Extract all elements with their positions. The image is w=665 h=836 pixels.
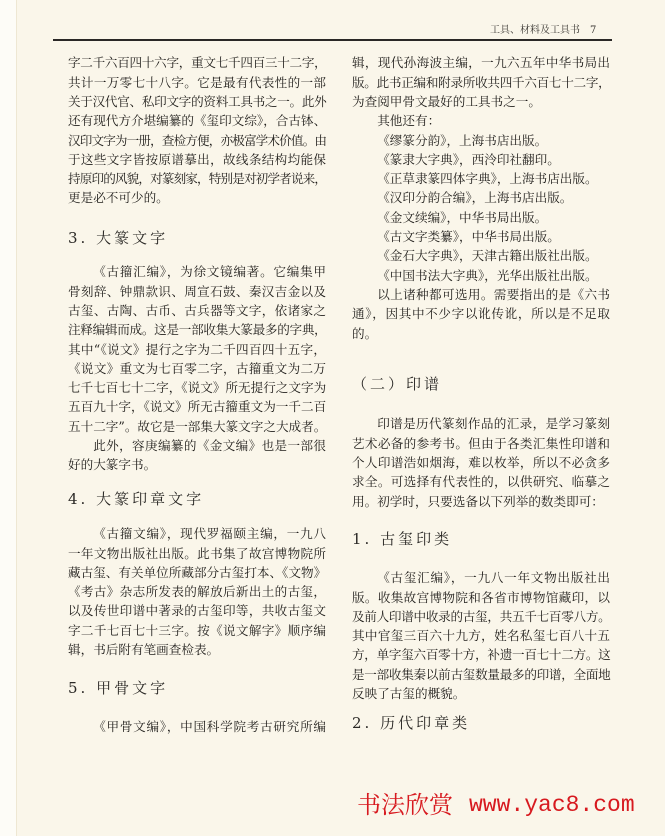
text-line: 方，单字玺六百零十方，补遗一百七十二方。这 — [352, 647, 611, 663]
text-line: 于这些文字皆按原谱摹出，故线条结构均能保 — [68, 151, 326, 167]
text-line: 辑，现代孙海波主编，一九六五年中华书局出 — [352, 55, 610, 71]
running-title: 工具、材料及工具书 — [490, 25, 580, 36]
paragraph-guxi-huibian — [352, 568, 610, 703]
paragraph-guzhou-huibian — [68, 262, 326, 436]
header-rule — [53, 39, 612, 41]
text-line: 此外，容庚编纂的《金文编》也是一部很 — [93, 438, 326, 454]
text-line: 好的大篆字书。 — [68, 457, 157, 473]
section-heading-1: 1. 古玺印类 — [352, 529, 453, 548]
text-line: 古玺、古陶、古币、古兵器等文字，依诸家之 — [68, 302, 326, 318]
text-line: 持原印的风貌，对篆刻家，特别是对初学者说来， — [68, 171, 327, 187]
text-line: 为查阅甲骨文最好的工具书之一。 — [352, 93, 541, 109]
text-line: 五百九十字，《说文》所无古籀重文为一千二百 — [68, 399, 327, 415]
text-line: 更是必不可少的。 — [68, 190, 169, 206]
text-line: 版。收集故宫博物院和各省市博物馆藏印，以 — [352, 589, 610, 605]
text-line: 印谱是历代篆刻作品的汇录，是学习篆刻 — [377, 416, 610, 432]
book-list-item: 《汉印分韵合编》，上海书店出版。 — [377, 190, 573, 206]
text-line: 以及传世印谱中著录的古玺印等，共收古玺文 — [68, 603, 326, 619]
watermark-site-name: 书法欣赏 — [357, 791, 453, 819]
others-intro: 其他还有： — [377, 113, 441, 129]
page-number: 7 — [590, 25, 597, 36]
text-line: 其中“《说文》提行之字为二千四百四十五字， — [68, 341, 326, 357]
text-line: 艺术必备的参考书。但由于各类汇集性印谱和 — [352, 435, 610, 451]
text-line: 七千七百七十二字，《说文》所无提行之文字为 — [68, 380, 327, 396]
right-column — [352, 53, 610, 744]
section-heading-yinpu: （二）印谱 — [352, 375, 443, 394]
paragraph-jiaguwen-bian — [68, 717, 326, 736]
text-line: 用。初学时，只要选备以下列举的数类即可： — [352, 493, 604, 509]
text-line: 还有现代方介堪编纂的《玺印文综》，合古钵、 — [68, 113, 327, 129]
text-line: 《甲骨文编》，中国科学院考古研究所编 — [93, 719, 326, 735]
section-heading-2: 2. 历代印章类 — [352, 714, 471, 733]
paragraph-jiaguwen-continued — [352, 53, 610, 111]
paragraph-jinwenbian — [68, 436, 326, 475]
text-line: 藏古玺、有关单位所藏部分古玺打本、《文物》 — [68, 564, 327, 580]
paragraph-guzhou-wenbian — [68, 524, 326, 659]
book-list-item: 《正草隶篆四体字典》，上海书店出版。 — [377, 171, 598, 187]
text-line: 求全。可选择有代表性的，以供研究、临摹之 — [352, 474, 610, 490]
text-line: 五十二字”。故它是一部集大篆文字之大成者。 — [68, 418, 327, 434]
book-list-item: 《古文字类纂》，中华书局出版。 — [377, 229, 560, 245]
book-list-item: 《篆隶大字典》，西泠印社翻印。 — [377, 151, 560, 167]
text-line: 共计一万零七十八字。它是最有代表性的一部 — [68, 74, 326, 90]
text-line: 的。 — [352, 325, 378, 341]
text-line: 字二千六百四十六字，重文七千四百三十二字， — [68, 55, 327, 71]
text-line: 通》，因其中不少字以讹传讹，所以是不足取 — [352, 306, 610, 322]
book-list-item: 《金文续编》，中华书局出版。 — [377, 209, 548, 225]
section-heading-4: 4. 大篆印章文字 — [68, 490, 205, 509]
book-list-item: 《金石大字典》，天津古籍出版社出版。 — [377, 248, 598, 264]
text-line: 其中官玺三百六十九方，姓名私玺七百八十五 — [352, 628, 610, 644]
site-watermark — [357, 791, 635, 819]
text-line: 字二千七百七十三字。按《说文解字》顺序编 — [68, 622, 326, 638]
text-line: 关于汉代官、私印文字的资料工具书之一。此外 — [68, 93, 327, 109]
text-line: 版。此书正编和附录所收共四千六百七十二字， — [352, 74, 611, 90]
text-line: 汉印文字为一册，查检方便，亦极富学术价值。由 — [68, 132, 327, 148]
text-line: 注释编辑而成。这是一部收集大篆最多的字典， — [68, 322, 327, 338]
watermark-url: www.yac8.com — [469, 792, 635, 818]
paragraph-liushutong-note — [352, 285, 610, 343]
text-line: 骨刻辞、钟鼎款识、周宣石鼓、秦汉吉金以及 — [68, 283, 326, 299]
section-heading-3: 3. 大篆文字 — [68, 228, 169, 247]
section-heading-5: 5. 甲骨文字 — [68, 678, 169, 697]
paragraph-seal-dictionaries — [68, 53, 326, 207]
text-line: 反映了古玺的概貌。 — [352, 685, 466, 701]
book-list — [352, 131, 610, 285]
scan-paper-edge — [0, 0, 17, 836]
paragraph-yinpu-intro — [352, 414, 610, 510]
book-list-item: 《缪篆分韵》，上海书店出版。 — [377, 132, 548, 148]
text-line: 《古籀文编》，现代罗福颐主编，一九八 — [93, 526, 326, 542]
text-line: 及前人印谱中收录的古玺，共五千七百零八方。 — [352, 608, 611, 624]
text-line: 《考古》杂志所发表的解放后新出土的古玺， — [68, 584, 326, 600]
text-line: 辑，书后附有笔画查检表。 — [68, 642, 220, 658]
book-list-item: 《中国书法大字典》，光华出版社出版。 — [377, 267, 598, 283]
left-column — [68, 53, 326, 736]
text-line: 《说文》重文为七百零二字，古籀重文为二万 — [68, 360, 326, 376]
text-line: 是一部收集秦以前古玺数量最多的印谱，全面地 — [352, 666, 611, 682]
text-line: 《古籀汇编》，为徐文镜编著。它编集甲 — [93, 264, 326, 280]
text-line: 《古玺汇编》，一九八一年文物出版社出 — [377, 570, 610, 586]
text-line: 一年文物出版社出版。此书集了故宫博物院所 — [68, 545, 326, 561]
text-line: 个人印谱浩如烟海，难以枚举，所以不必贪多 — [352, 454, 610, 470]
text-line: 以上诸种都可选用。需要指出的是《六书 — [377, 286, 610, 302]
